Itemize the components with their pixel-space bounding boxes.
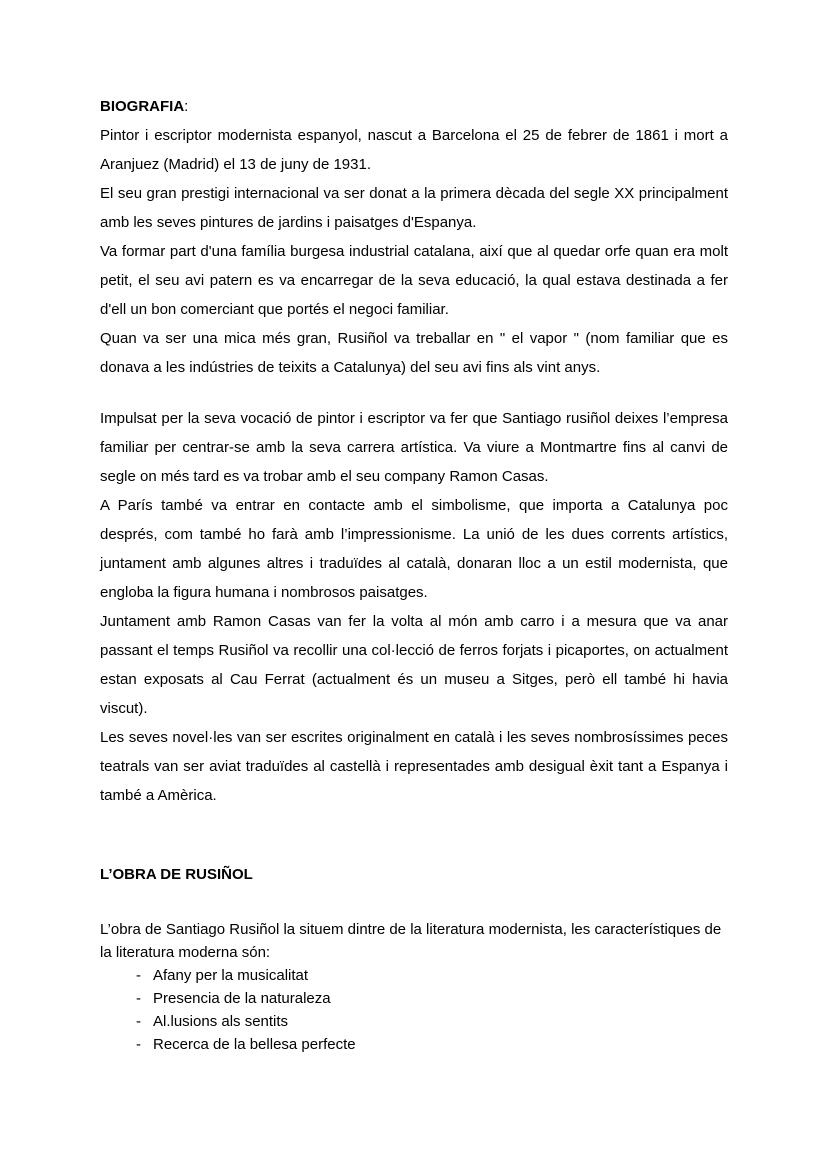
list-item-naturaleza — [100, 987, 728, 1010]
paragraph-novels: Les seves novel·les van ser escrites originalment en català i les seves nombrosíssimes peces teatrals van ser aviat traduïdes al castellà i representades amb desigual èxit tant a Espanya i també a Amèrica. — [100, 729, 728, 804]
list-item-sentits — [100, 1010, 728, 1033]
list-item-label: Afany per la musicalitat — [153, 967, 309, 984]
paragraph-prestige: El seu gran prestigi internacional va ser donat a la primera dècada del segle XX principalment amb les seves pintures de jardins i paisatges d'Espanya. — [100, 185, 728, 231]
characteristics-list — [100, 964, 728, 1056]
paragraph-family: Va formar part d'una família burgesa industrial catalana, així que al quedar orfe quan era molt petit, el seu avi patern es va encarregar de la seva educació, la qual estava destinada a fer d'ell un bon comerciant que portés el negoci familiar. — [100, 243, 728, 318]
obra-heading: L’OBRA DE RUSIÑOL — [100, 866, 253, 883]
list-item-label: Presencia de la naturaleza — [153, 990, 331, 1007]
dash-bullet: - — [136, 1036, 141, 1053]
biografia-heading-text: BIOGRAFIA — [100, 98, 185, 115]
blank-line — [100, 886, 728, 918]
blank-line — [100, 382, 728, 404]
dash-bullet: - — [136, 990, 141, 1007]
paragraph-vapor: Quan va ser una mica més gran, Rusiñol va treballar en " el vapor " (nom familiar que es donava a les indústries de teixits a Catalunya) del seu avi fins als vint anys. — [100, 330, 728, 376]
biografia-heading-colon: : — [184, 98, 189, 115]
document-content — [100, 0, 728, 1056]
biografia-heading — [100, 92, 728, 121]
paragraph-birth-death: Pintor i escriptor modernista espanyol, nascut a Barcelona el 25 de febrer de 1861 i mort a Aranjuez (Madrid) el 13 de juny de 1931. — [100, 127, 728, 173]
paragraph-vocation: Impulsat per la seva vocació de pintor i escriptor va fer que Santiago rusiñol deixes l’empresa familiar per centrar-se amb la seva carrera artística. Va viure a Montmartre fins al canvi de segle on més tard es va trobar amb el seu company Ramon Casas. — [100, 410, 728, 485]
dash-bullet: - — [136, 1013, 141, 1030]
section-gap — [100, 810, 728, 864]
list-item-label: Al.lusions als sentits — [153, 1013, 289, 1030]
list-item-musicalitat — [100, 964, 728, 987]
list-item-label: Recerca de la bellesa perfecte — [153, 1036, 356, 1053]
obra-intro: L’obra de Santiago Rusiñol la situem dintre de la literatura modernista, les característiques de la literatura moderna són: — [100, 921, 722, 961]
list-item-bellesa — [100, 1033, 728, 1056]
paragraph-paris: A París també va entrar en contacte amb el simbolisme, que importa a Catalunya poc després, com també ho farà amb l’impressionisme. La unió de les dues corrents artístics, juntament amb algunes altres i traduïdes al català, donaran lloc a un estil modernista, que engloba la figura humana i nombrosos paisatges. — [100, 497, 728, 601]
dash-bullet: - — [136, 967, 141, 984]
paragraph-cau-ferrat: Juntament amb Ramon Casas van fer la volta al món amb carro i a mesura que va anar passant el temps Rusiñol va recollir una col·lecció de ferros forjats i picaportes, on actualment estan exposats al Cau Ferrat (actualment és un museu a Sitges, però ell també hi havia viscut). — [100, 613, 728, 717]
